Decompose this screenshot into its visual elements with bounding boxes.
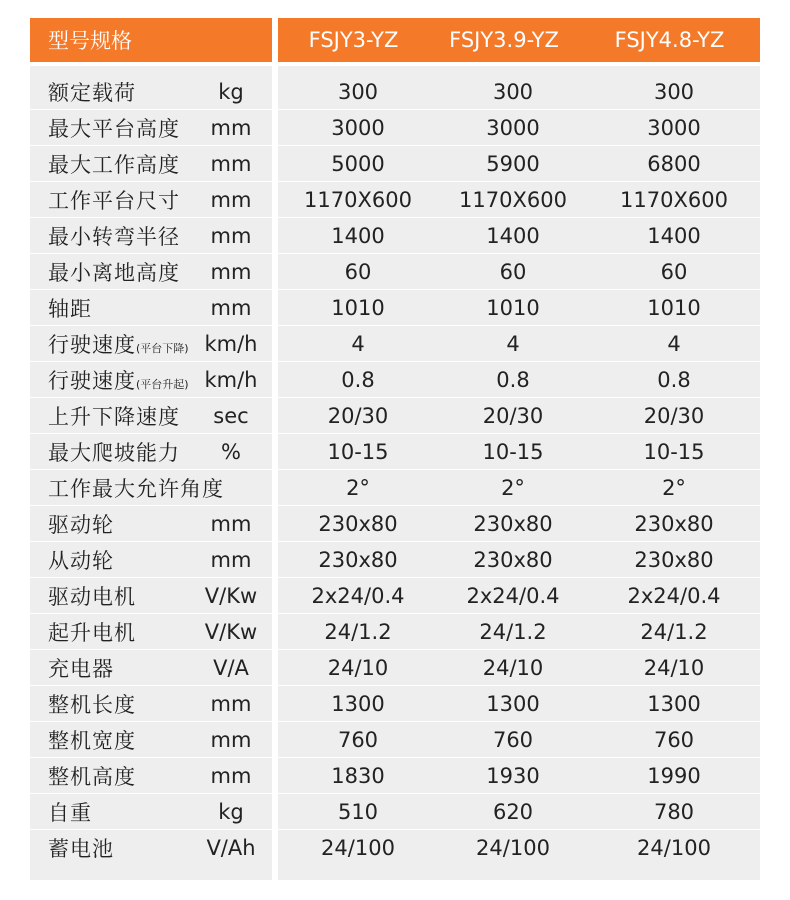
spec-row-label — [30, 794, 272, 830]
spec-value-model-3: 760 — [653, 727, 695, 752]
spec-row-values — [278, 362, 760, 398]
spec-value-model-3: 10-15 — [643, 439, 705, 464]
spec-value-model-3: 780 — [653, 799, 695, 824]
spec-value-model-2: 20/30 — [482, 403, 544, 428]
spec-row-values — [278, 110, 760, 146]
spec-row-values — [278, 686, 760, 722]
spec-name — [30, 473, 224, 503]
spec-unit: kg — [218, 79, 244, 104]
spec-row-values — [278, 722, 760, 758]
spec-value-model-2: 2x24/0.4 — [466, 583, 560, 608]
spec-name — [30, 77, 190, 107]
spec-unit: mm — [210, 295, 252, 320]
spec-name-text: 起升电机 — [48, 620, 136, 645]
spec-row-label — [30, 830, 272, 866]
spec-row-label — [30, 74, 272, 110]
spec-row-values — [278, 542, 760, 578]
spec-value-model-1: 10-15 — [327, 439, 389, 464]
spec-row-label — [30, 470, 272, 506]
spec-unit: kg — [218, 799, 244, 824]
spec-unit: V/Kw — [204, 583, 258, 608]
column-padding — [30, 66, 272, 74]
spec-name-text: 最小离地高度 — [48, 260, 180, 285]
spec-name-note: (平台升起) — [136, 377, 189, 391]
spec-value-model-1: 3000 — [331, 115, 385, 140]
spec-name — [30, 293, 190, 323]
value-column — [278, 66, 760, 880]
spec-value-model-1: 1300 — [331, 691, 385, 716]
spec-unit: mm — [210, 223, 252, 248]
spec-row-label — [30, 578, 272, 614]
spec-name-text: 自重 — [48, 800, 92, 825]
spec-value-model-2: 620 — [492, 799, 534, 824]
model-headers — [278, 18, 760, 62]
spec-value-model-1: 230x80 — [318, 511, 398, 536]
spec-value-model-2: 0.8 — [496, 367, 530, 392]
value-rows — [278, 74, 760, 866]
spec-name-text: 最大爬坡能力 — [48, 440, 180, 465]
spec-row-values — [278, 74, 760, 110]
spec-unit: mm — [210, 547, 252, 572]
spec-value-model-1: 760 — [337, 727, 379, 752]
spec-value-model-3: 1300 — [647, 691, 701, 716]
spec-name — [30, 365, 190, 395]
spec-value-model-3: 60 — [660, 259, 688, 284]
column-padding — [30, 866, 272, 880]
spec-unit: V/Ah — [206, 836, 256, 860]
spec-name — [30, 509, 190, 539]
spec-name — [30, 329, 190, 359]
spec-unit: mm — [210, 115, 252, 140]
spec-row-values — [278, 218, 760, 254]
spec-row-values — [278, 794, 760, 830]
spec-name-rows — [30, 74, 272, 866]
spec-value-model-2: 4 — [506, 331, 520, 356]
spec-row-values — [278, 182, 760, 218]
spec-value-model-3: 6800 — [647, 151, 701, 176]
spec-unit: km/h — [204, 331, 258, 356]
spec-value-model-1: 1010 — [331, 295, 385, 320]
spec-row-values — [278, 578, 760, 614]
spec-row-label — [30, 290, 272, 326]
model-header-3: FSJY4.8-YZ — [579, 18, 760, 62]
spec-unit: mm — [210, 259, 252, 284]
spec-row-label — [30, 434, 272, 470]
spec-value-model-3: 24/10 — [643, 655, 705, 680]
spec-row-label — [30, 398, 272, 434]
spec-name-text: 蓄电池 — [48, 837, 114, 861]
spec-row-values — [278, 470, 760, 506]
spec-value-model-2: 230x80 — [473, 511, 553, 536]
spec-value-model-1: 2x24/0.4 — [311, 583, 405, 608]
spec-name-text: 轴距 — [48, 296, 92, 321]
spec-value-model-2: 230x80 — [473, 547, 553, 572]
spec-table — [30, 18, 760, 880]
spec-value-model-2: 24/100 — [476, 836, 550, 860]
spec-name — [30, 221, 190, 251]
spec-row-values — [278, 290, 760, 326]
spec-value-model-1: 230x80 — [318, 547, 398, 572]
spec-name — [30, 653, 190, 683]
spec-unit: mm — [210, 727, 252, 752]
table-header — [30, 18, 760, 62]
spec-row-values — [278, 650, 760, 686]
spec-name-text: 整机长度 — [48, 692, 136, 717]
spec-row-values — [278, 758, 760, 794]
spec-value-model-1: 1170X600 — [304, 187, 412, 212]
model-header-2: FSJY3.9-YZ — [429, 18, 579, 62]
spec-name-text: 行驶速度 — [48, 332, 136, 357]
spec-name-text: 最小转弯半径 — [48, 224, 180, 249]
spec-value-model-1: 24/10 — [327, 655, 389, 680]
spec-value-model-1: 0.8 — [341, 367, 375, 392]
column-padding — [278, 66, 760, 74]
spec-name — [30, 257, 190, 287]
spec-value-model-2: 1300 — [486, 691, 540, 716]
spec-name-column — [30, 66, 272, 880]
spec-row-label — [30, 758, 272, 794]
spec-value-model-2: 60 — [499, 259, 527, 284]
spec-row-values — [278, 146, 760, 182]
spec-row-label — [30, 722, 272, 758]
spec-name-note: (平台下降) — [136, 341, 189, 355]
spec-value-model-3: 24/1.2 — [640, 619, 708, 644]
spec-name-text: 整机高度 — [48, 764, 136, 789]
spec-unit: mm — [210, 151, 252, 176]
spec-value-model-1: 1400 — [331, 223, 385, 248]
spec-unit: km/h — [204, 367, 258, 392]
spec-value-model-2: 10-15 — [482, 439, 544, 464]
spec-row-label — [30, 650, 272, 686]
column-padding — [278, 866, 760, 880]
spec-value-model-1: 24/1.2 — [324, 619, 392, 644]
spec-row-label — [30, 506, 272, 542]
spec-name — [30, 437, 190, 467]
spec-value-model-3: 4 — [667, 331, 681, 356]
spec-value-model-1: 5000 — [331, 151, 385, 176]
spec-value-model-1: 60 — [344, 259, 372, 284]
spec-name — [30, 401, 190, 431]
spec-row-values — [278, 434, 760, 470]
spec-value-model-3: 1990 — [647, 763, 701, 788]
spec-value-model-1: 1830 — [331, 763, 385, 788]
spec-name — [30, 689, 190, 719]
spec-row-label — [30, 362, 272, 398]
spec-row-label — [30, 110, 272, 146]
spec-name — [30, 545, 190, 575]
spec-value-model-3: 3000 — [647, 115, 701, 140]
spec-row-values — [278, 398, 760, 434]
spec-value-model-3: 0.8 — [657, 367, 691, 392]
spec-value-model-2: 300 — [492, 79, 534, 104]
spec-row-label — [30, 218, 272, 254]
spec-name-text: 最大平台高度 — [48, 116, 180, 141]
spec-name — [30, 833, 190, 863]
spec-name-text: 额定载荷 — [48, 80, 136, 105]
spec-value-model-3: 300 — [653, 79, 695, 104]
spec-value-model-3: 20/30 — [643, 403, 705, 428]
spec-value-model-2: 5900 — [486, 151, 540, 176]
spec-name — [30, 797, 190, 827]
spec-unit: V/A — [213, 655, 249, 680]
spec-value-model-2: 3000 — [486, 115, 540, 140]
spec-unit: mm — [210, 511, 252, 536]
spec-name-text: 驱动电机 — [48, 584, 136, 609]
spec-name-text: 工作平台尺寸 — [48, 188, 180, 213]
spec-value-model-1: 20/30 — [327, 403, 389, 428]
spec-row-label — [30, 182, 272, 218]
spec-row-values — [278, 830, 760, 866]
spec-value-model-3: 230x80 — [634, 547, 714, 572]
spec-unit: V/Kw — [204, 619, 258, 644]
spec-row-label — [30, 254, 272, 290]
spec-name — [30, 185, 190, 215]
spec-row-label — [30, 146, 272, 182]
spec-value-model-1: 300 — [337, 79, 379, 104]
spec-name-text: 驱动轮 — [48, 512, 114, 537]
spec-value-model-3: 2x24/0.4 — [627, 583, 721, 608]
spec-value-model-2: 1400 — [486, 223, 540, 248]
spec-name-text: 最大工作高度 — [48, 152, 180, 177]
spec-value-model-2: 760 — [492, 727, 534, 752]
spec-value-model-3: 1170X600 — [620, 187, 728, 212]
spec-header-label: 型号规格 — [30, 18, 272, 62]
spec-name — [30, 761, 190, 791]
spec-unit: mm — [210, 187, 252, 212]
spec-value-model-2: 1930 — [486, 763, 540, 788]
spec-value-model-3: 2° — [662, 475, 686, 500]
spec-name — [30, 617, 190, 647]
spec-name — [30, 113, 190, 143]
spec-value-model-1: 2° — [346, 475, 370, 500]
spec-value-model-3: 1010 — [647, 295, 701, 320]
spec-name-text: 整机宽度 — [48, 728, 136, 753]
spec-unit: sec — [213, 403, 249, 428]
spec-row-label — [30, 542, 272, 578]
spec-row-values — [278, 506, 760, 542]
spec-unit: % — [221, 439, 241, 464]
spec-value-model-2: 24/10 — [482, 655, 544, 680]
spec-name — [30, 725, 190, 755]
spec-unit: mm — [210, 691, 252, 716]
spec-value-model-2: 24/1.2 — [479, 619, 547, 644]
spec-value-model-1: 4 — [351, 331, 365, 356]
table-body — [30, 66, 760, 880]
model-header-1: FSJY3-YZ — [278, 18, 429, 62]
spec-row-label — [30, 686, 272, 722]
spec-row-values — [278, 326, 760, 362]
spec-name — [30, 581, 190, 611]
spec-name-text: 行驶速度 — [48, 368, 136, 393]
spec-value-model-1: 510 — [337, 799, 379, 824]
spec-value-model-1: 24/100 — [321, 836, 395, 860]
spec-name-text: 充电器 — [48, 656, 114, 681]
spec-name-text: 上升下降速度 — [48, 404, 180, 429]
spec-value-model-2: 1170X600 — [459, 187, 567, 212]
spec-name-text: 从动轮 — [48, 548, 114, 573]
spec-unit: mm — [210, 763, 252, 788]
spec-row-label — [30, 326, 272, 362]
spec-name — [30, 149, 190, 179]
spec-row-values — [278, 254, 760, 290]
spec-value-model-3: 230x80 — [634, 511, 714, 536]
spec-value-model-2: 1010 — [486, 295, 540, 320]
spec-row-label — [30, 614, 272, 650]
spec-name-text: 工作最大允许角度 — [48, 476, 224, 501]
spec-value-model-2: 2° — [501, 475, 525, 500]
spec-row-values — [278, 614, 760, 650]
spec-value-model-3: 24/100 — [637, 836, 711, 860]
spec-value-model-3: 1400 — [647, 223, 701, 248]
